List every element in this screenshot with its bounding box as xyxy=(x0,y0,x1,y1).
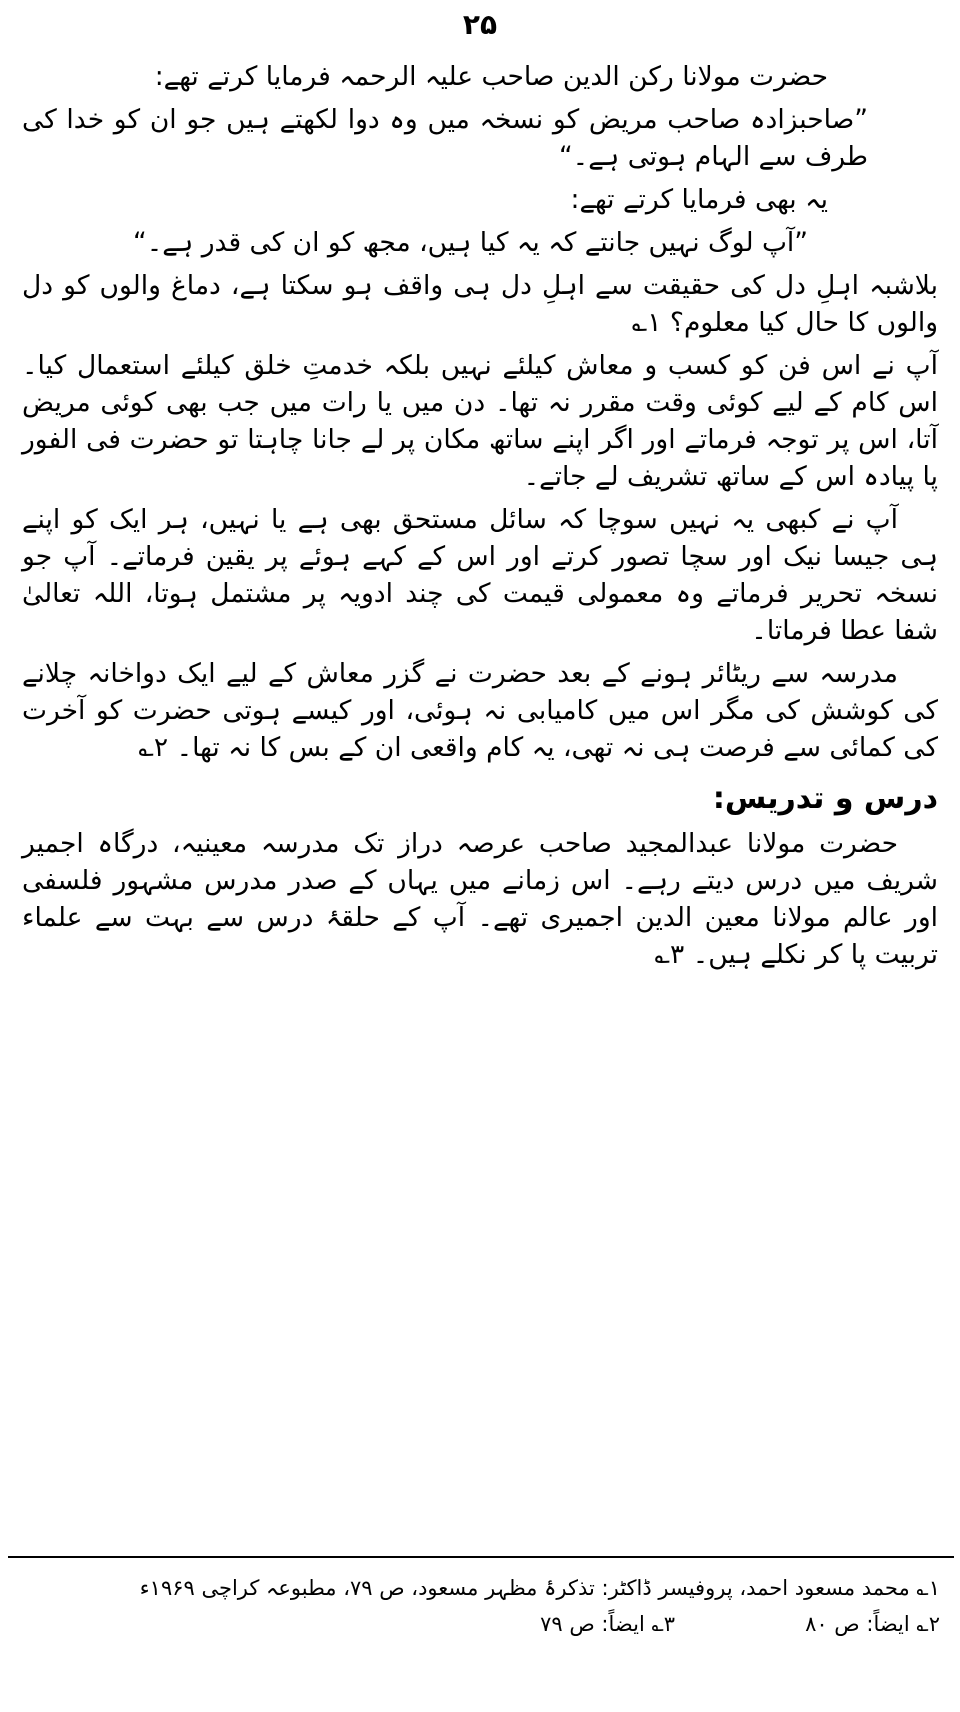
paragraph-1: حضرت مولانا رکن الدین صاحب علیہ الرحمہ فرمایا کرتے تھے: xyxy=(154,61,828,92)
footnote-1: ۱؎ محمد مسعود احمد، پروفیسر ڈاکٹر: تذکرۂ مظہر مسعود، ص ۷۹، مطبوعہ کراچی ۱۹۶۹ء xyxy=(139,1576,940,1600)
footnote-row xyxy=(10,1606,940,1642)
body-text xyxy=(22,58,938,973)
paragraph-4: آپ نے اس فن کو کسب و معاش کیلئے نہیں بلکہ خدمتِ خلق کیلئے استعمال کیا۔ اس کام کے لیے کوئی وقت مقرر نہ تھا۔ دن میں یا رات میں جب بھی کوئی مریض آتا، اس پر توجہ فرماتے اور اگر اپنے ساتھ مکان پر لے جانا چاہتا تو حضرت فی الفور پا پیادہ اس کے ساتھ تشریف لے جاتے۔ xyxy=(22,350,938,492)
paragraph-3: بلاشبہ اہلِ دل کی حقیقت سے اہلِ دل ہی واقف ہو سکتا ہے، دماغ والوں کو دل والوں کا حال کیا معلوم؟ ۱؎ xyxy=(22,270,938,338)
footnote-2: ۲؎ ایضاً: ص ۸۰ xyxy=(805,1612,940,1636)
paragraph-6: مدرسہ سے ریٹائر ہونے کے بعد حضرت نے گزر معاش کے لیے ایک دواخانہ چلانے کی کوشش کی مگر اس میں کامیابی نہ ہوئی، اور کیسے ہوتی حضرت کو آخرت کی کمائی سے فرصت ہی نہ تھی، یہ کام واقعی ان کے بس کا نہ تھا۔ ۲؎ xyxy=(22,658,938,763)
quote-2: ”آپ لوگ نہیں جانتے کہ یہ کیا ہیں، مجھ کو ان کی قدر ہے۔“ xyxy=(133,227,808,258)
footnote-3: ۳؎ ایضاً: ص ۷۹ xyxy=(540,1612,676,1636)
quote-1: ”صاحبزادہ صاحب مریض کو نسخہ میں وہ دوا لکھتے ہیں جو ان کو خدا کی طرف سے الہام ہوتی ہے۔“ xyxy=(22,104,868,172)
paragraph-7: حضرت مولانا عبدالمجید صاحب عرصہ دراز تک مدرسہ معینیہ، درگاہ اجمیر شریف میں درس دیتے رہے۔ اس زمانے میں یہاں کے صدر مدرس مشہور فلسفی اور عالم مولانا معین الدین اجمیری تھے۔ آپ کے حلقۂ درس سے بہت سے علماء تربیت پا کر نکلے ہیں۔ ۳؎ xyxy=(22,828,938,970)
paragraph-2: یہ بھی فرمایا کرتے تھے: xyxy=(570,184,828,215)
footnotes xyxy=(10,1570,940,1642)
page-number: ۲۵ xyxy=(462,8,498,41)
footnote-divider xyxy=(8,1556,954,1558)
paragraph-5: آپ نے کبھی یہ نہیں سوچا کہ سائل مستحق بھی ہے یا نہیں، ہر ایک کو اپنے ہی جیسا نیک اور سچا تصور کرتے اور اس کے کہے ہوئے پر یقین فرماتے۔ آپ جو نسخہ تحریر فرماتے وہ معمولی قیمت کی چند ادویہ پر مشتمل ہوتا، اللہ تعالیٰ شفا عطا فرماتا۔ xyxy=(22,504,938,646)
section-heading: درس و تدریس: xyxy=(712,781,938,816)
